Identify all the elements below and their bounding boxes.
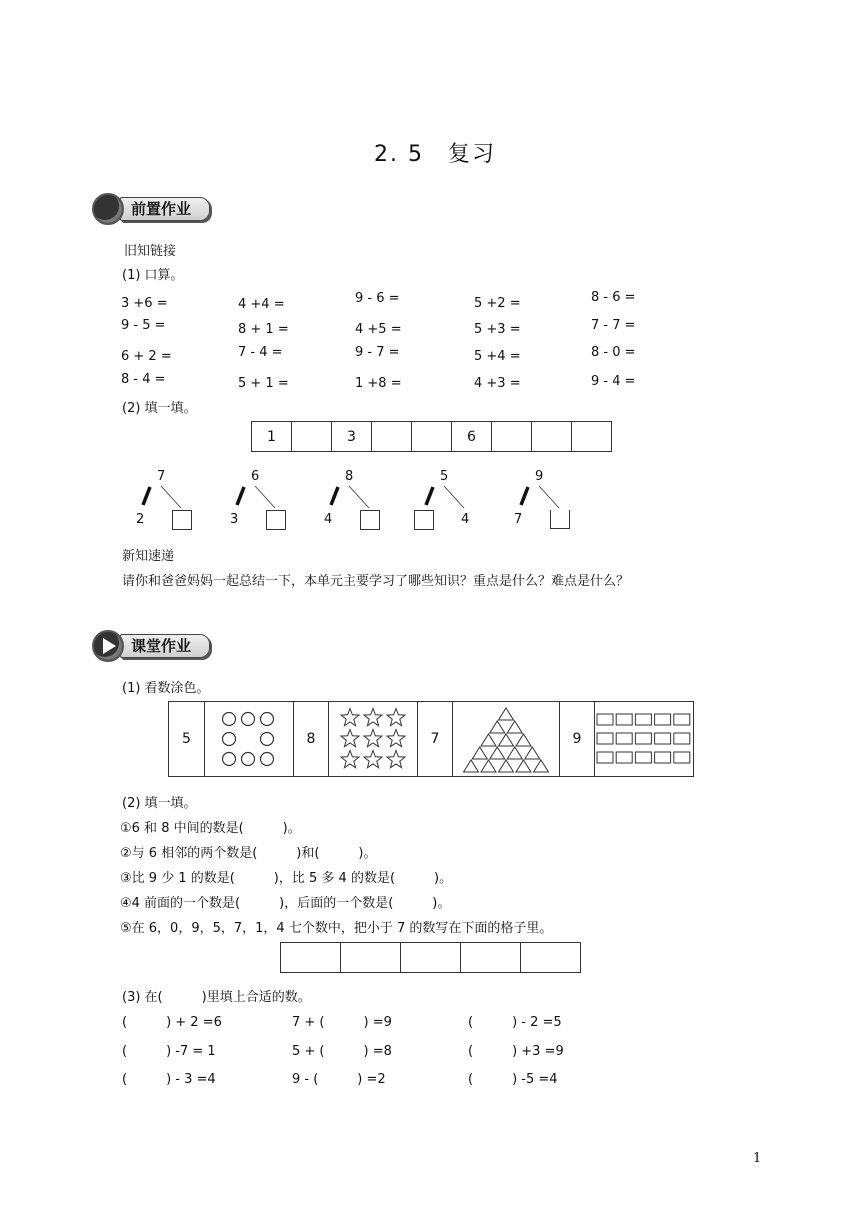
answer-cell[interactable] xyxy=(461,943,521,972)
count-number: 5 xyxy=(169,702,205,776)
banner-label: 前置作业 xyxy=(120,197,210,221)
star-shape xyxy=(387,751,405,768)
fill-item-2: ②与 6 相邻的两个数是( )和( )。 xyxy=(120,846,377,861)
rectangles-cell[interactable] xyxy=(595,702,693,776)
page-number: 1 xyxy=(753,1151,762,1166)
old-link-heading: 旧知链接 xyxy=(124,244,177,259)
split-right-branch xyxy=(161,486,181,508)
fill-in-equation[interactable]: 5 + ( ) =8 xyxy=(292,1044,392,1059)
star-shape xyxy=(364,709,382,726)
oral-problem: 6 + 2 = xyxy=(121,349,172,364)
fill-item-5: ⑤在 6，0，9，5，7，1，4 七个数中，把小于 7 的数写在下面的格子里。 xyxy=(120,921,553,936)
rectangle-shape xyxy=(597,714,613,725)
fill-item-3: ③比 9 少 1 的数是( )，比 5 多 4 的数是( )。 xyxy=(120,871,453,886)
split-left-part: 4 xyxy=(324,512,333,527)
rectangle-shape xyxy=(674,733,690,744)
answer-cell[interactable] xyxy=(401,943,461,972)
triangle-shape xyxy=(481,734,496,746)
fill-in-equation[interactable]: ( ) - 2 =5 xyxy=(468,1015,562,1030)
star-shape xyxy=(341,709,359,726)
oral-problem: 8 - 4 = xyxy=(121,372,166,387)
new-knowledge-heading: 新知速递 xyxy=(122,549,175,564)
oral-problem: 8 + 1 = xyxy=(238,322,289,337)
fill-in-equation[interactable]: ( ) - 3 =4 xyxy=(122,1072,216,1087)
rectangle-shape xyxy=(635,752,651,763)
split-right-branch xyxy=(255,486,275,508)
triangle-shape xyxy=(499,734,514,746)
fill-item-1: ①6 和 8 中间的数是( )。 xyxy=(120,821,301,836)
triangle-shape xyxy=(472,747,487,759)
stars-cell[interactable] xyxy=(329,702,418,776)
split-total: 7 xyxy=(157,469,166,484)
count-number: 7 xyxy=(418,702,453,776)
oral-problem: 8 - 0 = xyxy=(591,345,636,360)
sequence-cell: 3 xyxy=(332,422,372,451)
rectangle-shape xyxy=(655,733,671,744)
c2-label: (2) 填一填。 xyxy=(122,796,197,811)
triangle-shape xyxy=(507,721,522,733)
split-left-branch xyxy=(331,487,338,505)
split-total: 6 xyxy=(251,469,260,484)
sequence-cell: 6 xyxy=(452,422,492,451)
rectangle-shape xyxy=(655,714,671,725)
q2-label: (2) 填一填。 xyxy=(122,401,197,416)
oral-problem: 5 + 1 = xyxy=(238,376,289,391)
rectangle-shape xyxy=(635,714,651,725)
oral-problem: 9 - 6 = xyxy=(355,291,400,306)
c3-label: (3) 在( )里填上合适的数。 xyxy=(122,990,311,1005)
star-shape xyxy=(364,730,382,747)
split-answer-box[interactable] xyxy=(550,510,570,529)
oral-problem: 4 +5 = xyxy=(355,322,402,337)
triangle-shape xyxy=(499,760,514,772)
triangle-shape xyxy=(534,760,549,772)
oral-problem: 5 +4 = xyxy=(474,349,521,364)
triangle-shape xyxy=(464,760,479,772)
rectangle-shape xyxy=(635,733,651,744)
triangle-shape xyxy=(507,747,522,759)
page-title: 2. 5 复习 xyxy=(374,142,496,167)
oral-problem: 8 - 6 = xyxy=(591,290,636,305)
split-right-branch xyxy=(349,486,369,508)
rectangles-group xyxy=(595,710,693,768)
answer-cell[interactable] xyxy=(281,943,341,972)
circles-cell[interactable] xyxy=(205,702,294,776)
split-left-part: 7 xyxy=(514,512,523,527)
split-left-branch xyxy=(426,487,433,505)
rectangle-shape xyxy=(597,733,613,744)
split-left-branch xyxy=(237,487,244,505)
answer-cell[interactable] xyxy=(341,943,401,972)
circles-group xyxy=(219,709,279,769)
oral-problem: 9 - 7 = xyxy=(355,345,400,360)
answer-cells xyxy=(280,942,581,973)
star-shape xyxy=(387,709,405,726)
split-right-branch xyxy=(539,486,559,508)
new-knowledge-text: 请你和爸爸妈妈一起总结一下，本单元主要学习了哪些知识？重点是什么？难点是什么？ xyxy=(122,574,630,589)
oral-problem: 4 +3 = xyxy=(474,376,521,391)
triangle-shape xyxy=(490,721,505,733)
rectangle-shape xyxy=(616,714,632,725)
split-total: 5 xyxy=(440,469,449,484)
triangle-shape xyxy=(525,747,540,759)
c1-label: (1) 看数涂色。 xyxy=(122,681,210,696)
oral-problem: 3 +6 = xyxy=(121,296,168,311)
sequence-cell: 1 xyxy=(252,422,292,451)
stars-group xyxy=(338,706,408,772)
star-shape xyxy=(364,751,382,768)
rectangle-shape xyxy=(674,714,690,725)
triangle-shape xyxy=(490,747,505,759)
split-left-part: 2 xyxy=(136,512,145,527)
fill-in-equation[interactable]: 9 - ( ) =2 xyxy=(292,1072,386,1087)
triangle-shape xyxy=(516,760,531,772)
split-answer-box[interactable] xyxy=(266,510,286,530)
triangle-shape xyxy=(516,734,531,746)
split-answer-box[interactable] xyxy=(414,510,434,530)
fill-in-equation[interactable]: ( ) + 2 =6 xyxy=(122,1015,222,1030)
oral-problem: 5 +3 = xyxy=(474,322,521,337)
triangle-shape xyxy=(499,708,514,720)
triangles-group xyxy=(459,705,553,773)
fill-in-equation[interactable]: ( ) -7 = 1 xyxy=(122,1044,216,1059)
split-left-part: 3 xyxy=(230,512,239,527)
triangles-cell[interactable] xyxy=(453,702,560,776)
banner-label: 课堂作业 xyxy=(120,634,210,658)
q1-label: (1) 口算。 xyxy=(122,268,184,283)
star-shape xyxy=(341,751,359,768)
rectangle-shape xyxy=(597,752,613,763)
rectangle-shape xyxy=(674,752,690,763)
count-number: 9 xyxy=(560,702,595,776)
fill-in-equation[interactable]: ( ) +3 =9 xyxy=(468,1044,564,1059)
oral-problem: 9 - 4 = xyxy=(591,374,636,389)
oral-problem: 9 - 5 = xyxy=(121,318,166,333)
oral-problem: 5 +2 = xyxy=(474,296,521,311)
rectangle-shape xyxy=(655,752,671,763)
section-banner-class xyxy=(92,630,210,662)
fill-item-4: ④4 前面的一个数是( )，后面的一个数是( )。 xyxy=(120,896,451,911)
count-number: 8 xyxy=(294,702,329,776)
oral-problem: 7 - 4 = xyxy=(238,345,283,360)
split-right-part: 4 xyxy=(461,512,470,527)
number-split-diagrams xyxy=(0,0,860,540)
color-by-number-table xyxy=(168,701,694,777)
star-shape xyxy=(341,730,359,747)
fill-in-equation[interactable]: 7 + ( ) =9 xyxy=(292,1015,392,1030)
split-total: 9 xyxy=(535,469,544,484)
split-left-branch xyxy=(143,487,150,505)
triangle-shape xyxy=(481,760,496,772)
play-icon xyxy=(92,630,124,662)
oral-problem: 1 +8 = xyxy=(355,376,402,391)
oral-problem: 7 - 7 = xyxy=(591,318,636,333)
oral-problem: 4 +4 = xyxy=(238,297,285,312)
star-shape xyxy=(387,730,405,747)
split-right-branch xyxy=(444,486,464,508)
fill-in-equation[interactable]: ( ) -5 =4 xyxy=(468,1072,558,1087)
split-answer-box[interactable] xyxy=(360,510,380,530)
answer-cell[interactable] xyxy=(521,943,580,972)
split-answer-box[interactable] xyxy=(172,510,192,530)
split-left-branch xyxy=(521,487,528,505)
rectangle-shape xyxy=(616,733,632,744)
split-total: 8 xyxy=(345,469,354,484)
rectangle-shape xyxy=(616,752,632,763)
